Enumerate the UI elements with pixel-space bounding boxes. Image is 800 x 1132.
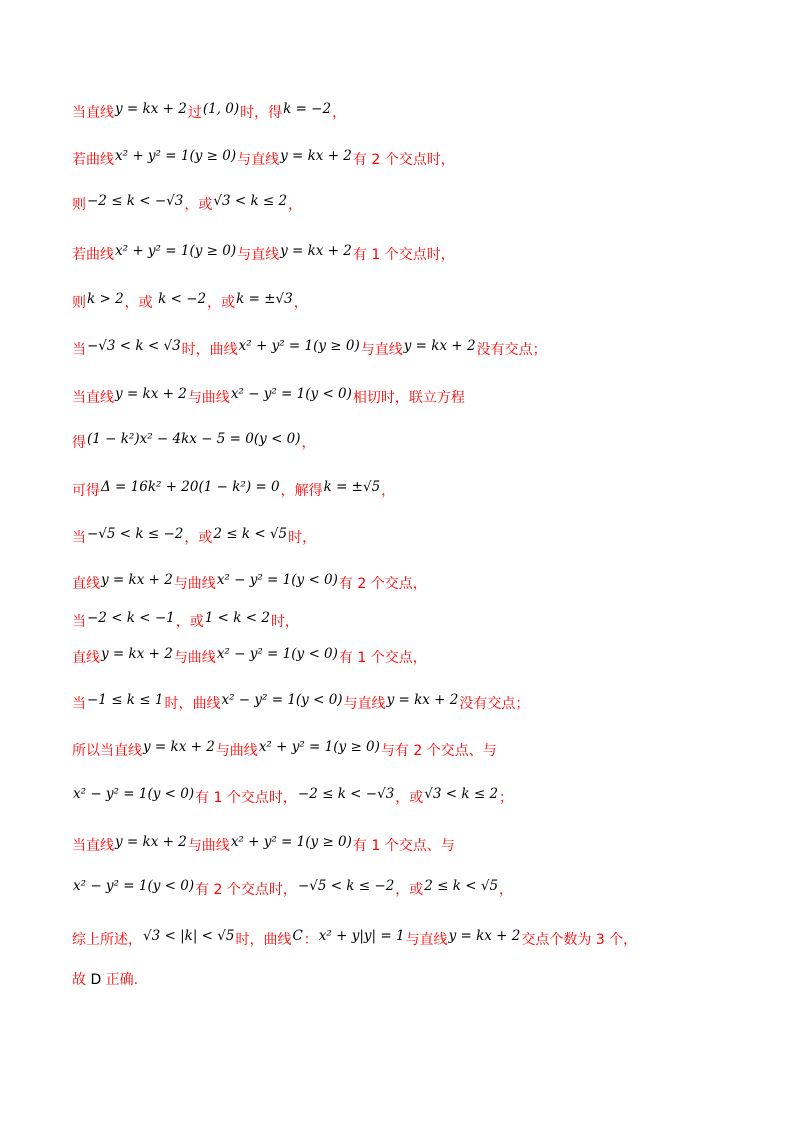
math-run: −1 ≤ k ≤ 1 [87,692,164,708]
solution-line-12 [72,612,299,632]
text-run: 交点个数为 3 个， [521,932,638,948]
math-run: x² − y² = 1(y < 0) [221,692,343,708]
text-run: ，或 [207,295,236,311]
solution-line-11 [72,574,427,594]
text-run: 可得 [72,483,100,499]
math-run: −2 < k < −1 [87,610,175,626]
text-run: 有 1 个交点， [338,650,427,666]
text-run: 时， [288,530,317,546]
math-run: x² + y|y| = 1 [318,928,405,944]
text-run: 当 [72,530,86,546]
math-run: y = kx + 2 [115,834,187,850]
math-run: C [292,928,303,944]
text-run: 当直线 [72,838,114,854]
text-run: 与曲线 [173,576,216,592]
text-run: 时， [270,614,299,630]
solution-line-1 [72,103,346,123]
text-run: 过 [187,105,202,121]
math-run: y = kx + 2 [403,338,476,354]
solution-line-14 [72,694,529,714]
text-run: ， [332,105,347,121]
text-run: 故 [72,972,91,988]
solution-line-17 [72,836,455,856]
text-run: 与直线 [360,342,403,358]
math-run: √3 < k ≤ 2 [213,193,288,209]
math-run: −√3 < k < √3 [87,338,181,354]
text-run: ，或 [395,882,424,898]
text-run: 有 2 个交点， [338,576,427,592]
text-run: 当 [72,342,86,358]
text-run: 直线 [72,576,100,592]
text-run: 则 [72,295,86,311]
text-run: 时，得 [240,105,283,121]
text-run: 与有 2 个交点、与 [380,743,497,759]
text-run: ，解得 [280,483,323,499]
solution-line-19 [72,930,637,950]
text-run: 若曲线 [72,247,114,263]
text-run: 与曲线 [215,743,258,759]
math-run: x² − y² = 1(y < 0) [73,878,195,894]
math-run: y = kx + 2 [386,692,459,708]
text-run: 当直线 [72,390,114,406]
math-run: −2 ≤ k < −√3 [87,193,184,209]
text-run: 则 [72,197,86,213]
text-run: 与直线 [405,932,448,948]
text-run: ， [288,197,303,213]
text-run: 与曲线 [187,838,230,854]
solution-line-7 [72,388,465,408]
solution-line-10 [72,528,316,548]
text-run: 当 [72,696,86,712]
text-run: 综上所述， [72,932,142,948]
text-run: 与直线 [343,696,386,712]
solution-line-5 [72,293,308,313]
math-run: k = −2 [283,101,332,117]
math-run: −√5 < k ≤ −2 [297,878,395,894]
text-run: 时，曲线 [235,932,292,948]
text-run: 时，曲线 [181,342,238,358]
math-run: √3 < |k| < √5 [143,928,235,944]
math-run: 1 < k < 2 [204,610,270,626]
text-run: ， [499,882,514,898]
solution-line-15 [72,741,497,761]
math-run: k = ±√3 [236,291,293,307]
math-run: −√5 < k ≤ −2 [87,526,184,542]
text-run: 与直线 [237,152,280,168]
solution-line-2 [72,150,455,170]
text-run: ， [301,435,316,451]
text-run: ，或 [175,614,204,630]
text-run: ， [381,483,396,499]
math-run: (1, 0) [202,101,240,117]
solution-line-6 [72,340,547,360]
text-run: 正确. [101,972,139,988]
math-run: k < −2 [158,291,207,307]
text-run: 相切时，联立方程 [352,390,465,406]
solution-line-3 [72,195,302,215]
text-run: 没有交点； [459,696,530,712]
math-run: x² + y² = 1(y ≥ 0) [238,338,360,354]
math-run: x² − y² = 1(y < 0) [73,786,195,802]
solution-line-8 [72,433,316,453]
text-run: ， [293,295,308,311]
math-run: √3 < k ≤ 2 [424,786,499,802]
text-run: ； [499,790,514,806]
solution-line-20 [72,970,138,990]
math-run: y = kx + 2 [280,148,352,164]
text-run: 时，曲线 [164,696,221,712]
math-run: 2 ≤ k < √5 [424,878,499,894]
text-run: 得 [72,435,86,451]
text-run: ，或 [124,295,158,311]
text-run: 有 2 个交点时， [352,152,455,168]
math-run: x² + y² = 1(y ≥ 0) [115,148,237,164]
answer-letter: D [90,972,102,988]
text-run: 当 [72,614,86,630]
math-run: k = ±√5 [323,479,381,495]
text-run: 与曲线 [187,390,230,406]
math-run: x² − y² = 1(y < 0) [216,646,338,662]
math-run: −2 ≤ k < −√3 [297,786,395,802]
math-run: y = kx + 2 [280,243,352,259]
text-run: 直线 [72,650,100,666]
text-run: 与曲线 [173,650,216,666]
math-run: y = kx + 2 [101,646,173,662]
text-run: 与直线 [237,247,280,263]
solution-line-9 [72,481,395,501]
text-run: 若曲线 [72,152,114,168]
text-run: 有 2 个交点时， [195,882,297,898]
math-run: 2 ≤ k < √5 [213,526,288,542]
math-run: y = kx + 2 [115,101,187,117]
math-run: x² + y² = 1(y ≥ 0) [258,739,380,755]
text-run: ，或 [395,790,424,806]
solution-line-13 [72,648,427,668]
math-run: y = kx + 2 [101,572,173,588]
math-run: x² − y² = 1(y < 0) [216,572,338,588]
text-run: 有 1 个交点时， [195,790,297,806]
math-run: x² + y² = 1(y ≥ 0) [230,834,352,850]
math-run: y = kx + 2 [448,928,521,944]
text-run: 没有交点； [476,342,547,358]
text-run: 当直线 [72,105,114,121]
math-run: y = kx + 2 [115,386,187,402]
text-run: ，或 [184,530,213,546]
math-run: x² − y² = 1(y < 0) [230,386,352,402]
text-run: 有 1 个交点、与 [352,838,455,854]
text-run: ，或 [184,197,213,213]
math-run: (1 − k²)x² − 4kx − 5 = 0(y < 0) [87,431,301,447]
solution-line-18 [72,880,513,900]
solution-line-16 [72,788,513,808]
text-run: ： [303,932,318,948]
text-run: 有 1 个交点时， [352,247,455,263]
text-run: 所以当直线 [72,743,142,759]
math-run: x² + y² = 1(y ≥ 0) [115,243,237,259]
solution-line-4 [72,245,455,265]
math-run: y = kx + 2 [143,739,215,755]
math-run: Δ = 16k² + 20(1 − k²) = 0 [101,479,280,495]
math-run: k > 2 [87,291,124,307]
